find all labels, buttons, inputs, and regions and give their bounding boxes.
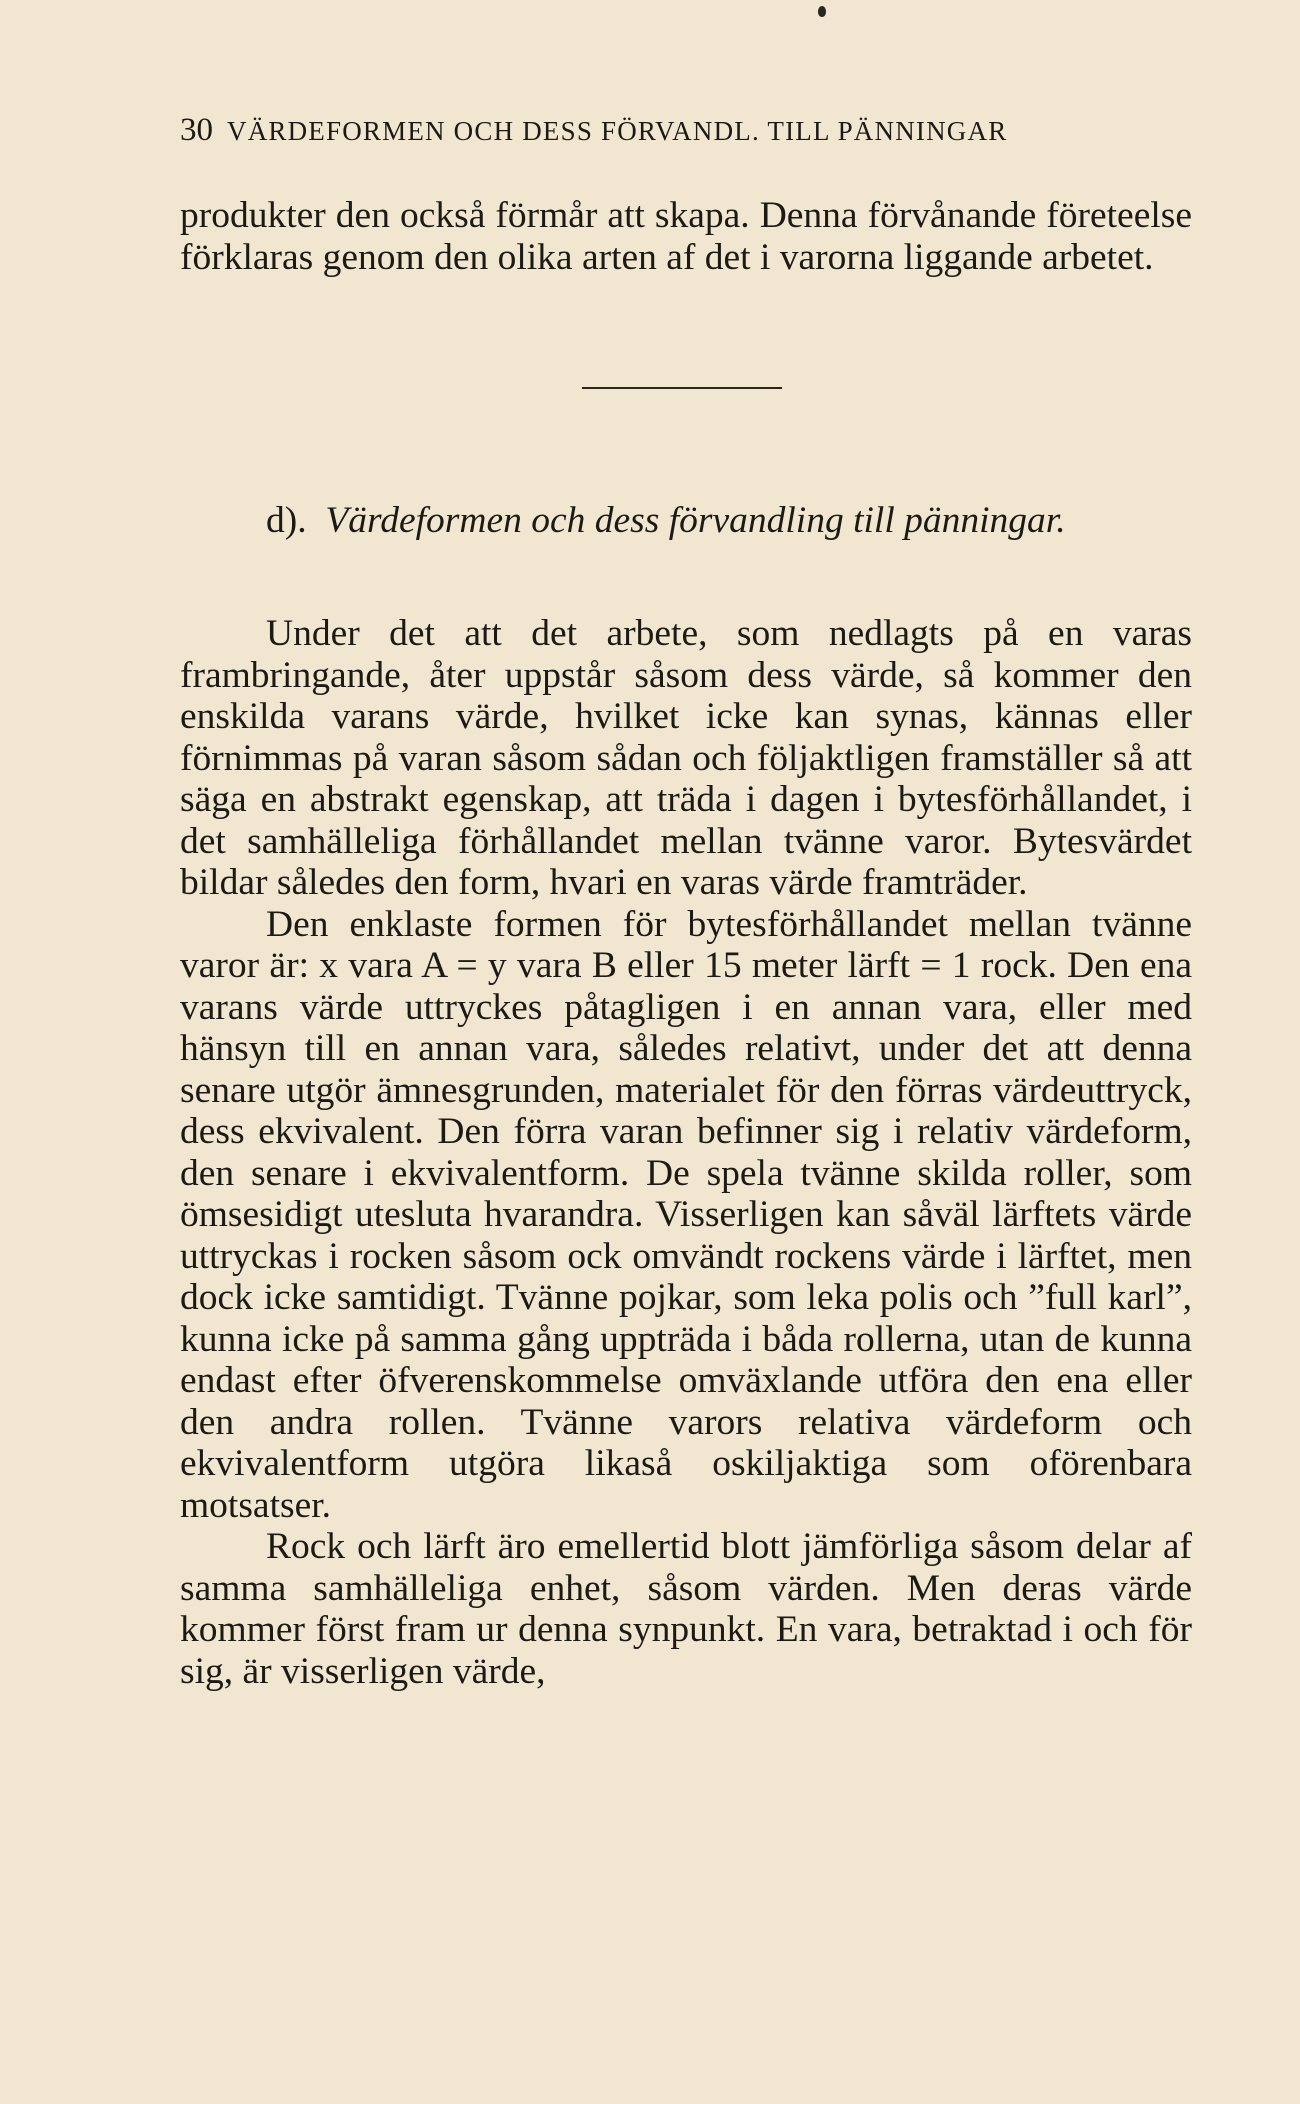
paragraph: Den enklaste formen för bytesförhållandet mellan tvänne varor är: x vara A = y vara B eller 15 meter lärft = 1 rock. Den ena varans värde uttryckes påtagligen i en annan vara, eller med hänsyn till en annan vara, således relativt, under det att denna senare utgör ämnesgrunden, materialet för den förras värdeuttryck, dess ekvivalent. Den förra varan befinner sig i relativ värdeform, den senare i ekvivalentform. De spela tvänne skilda roller, som ömsesidigt utesluta hvarandra. Visserligen kan såväl lärftets värde uttryckas i rocken såsom ock omvändt rockens värde i lärftet, men dock icke samtidigt. Tvänne pojkar, som leka polis och ”full karl”, kunna icke på samma gång uppträda i båda rollerna, utan de kunna endast efter öfverenskommelse omväxlande utföra den ena eller den andra rollen. Tvänne varors relativa värdeform och ekvivalentform utgöra likaså oskiljaktiga som oförenbara motsatser. [180,903,1192,1526]
running-title: VÄRDEFORMEN OCH DESS FÖRVANDL. TILL PÄNNINGAR [227,116,1008,146]
section-title: Värdeformen och dess förvandling till pänningar. [325,500,1066,541]
section-divider [582,387,782,389]
paragraph: Rock och lärft äro emellertid blott jämförliga såsom delar af samma samhälleliga enhet, såsom värden. Men deras värde kommer först fram ur denna synpunkt. En vara, betraktad i och för sig, är visserligen värde, [180,1526,1192,1692]
section-marker: d). [266,500,307,541]
paragraph: Under det att det arbete, som nedlagts på en varas frambringande, åter uppstår såsom dess värde, så kommer den enskilda varans värde, hvilket icke kan synas, kännas eller förnimmas på varan såsom sådan och följaktligen framställer så att säga en abstrakt egenskap, att träda i dagen i bytesförhållandet, i det samhälleliga förhållandet mellan tvänne varor. Bytesvärdet bildar således den form, hvari en varas värde framträder. [180,613,1192,903]
page-number: 30 [180,112,213,148]
body-text [180,613,1192,1692]
section-heading [180,498,1192,544]
text-block-top [180,195,1192,278]
opening-paragraph: produkter den också förmår att skapa. Denna förvånande företeelse förklaras genom den olika arten af det i varorna liggande arbetet. [180,195,1192,278]
running-head [180,112,1130,149]
ink-speck [818,6,826,17]
